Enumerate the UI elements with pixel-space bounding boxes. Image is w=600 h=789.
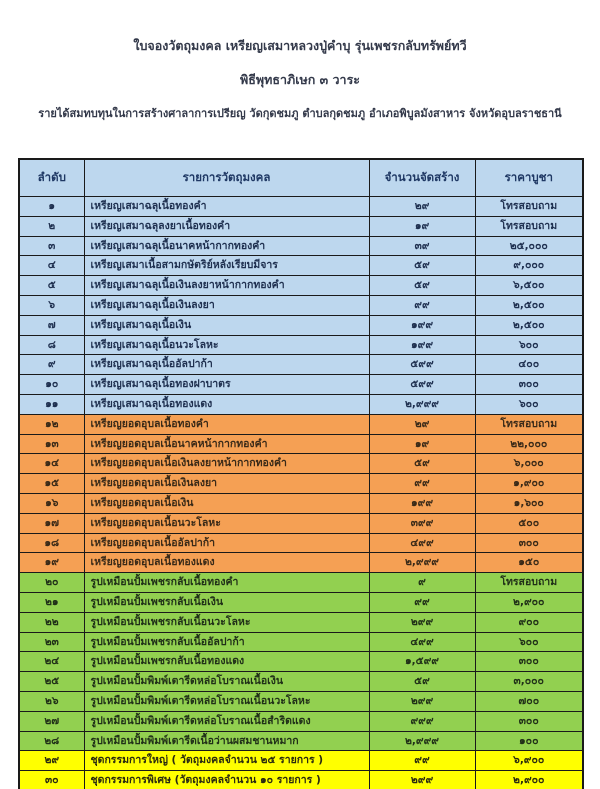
table-row: [19, 236, 583, 256]
cell-name: รูปเหมือนปั้มพิมพ์เตารีดหล่อโบราณเนื้อสำริดแดง: [84, 711, 369, 731]
cell-name: เหรียญยอดอุบลเนื้อนวะโลหะ: [84, 513, 369, 533]
cell-name: ชุดกรรมการใหญ่ ( วัตถุมงคลจำนวน ๒๕ รายการ ): [84, 751, 369, 771]
table-row: [19, 474, 583, 494]
cell-price: ๖,๐๐๐: [475, 454, 583, 474]
ceremony-subtitle: พิธีพุทธาภิเษก ๓ วาระ: [239, 72, 361, 87]
cell-no: ๒๓: [19, 632, 84, 652]
cell-no: ๖: [19, 295, 84, 315]
cell-no: ๒๑: [19, 592, 84, 612]
cell-price: ๖๐๐: [475, 394, 583, 414]
cell-name: รูปเหมือนปั้มเพชรกลับเนื้อทองแดง: [84, 652, 369, 672]
cell-price: ๒,๕๐๐: [475, 295, 583, 315]
cell-name: เหรียญเสมาฉลุเนื้อทองคำ: [84, 197, 369, 217]
cell-qty: ๙: [369, 573, 475, 593]
cell-qty: ๙๙: [369, 592, 475, 612]
table-row: [19, 691, 583, 711]
cell-price: โทรสอบถาม: [475, 197, 583, 217]
cell-price: ๗๐๐: [475, 691, 583, 711]
cell-name: เหรียญเสมาฉลุเนื้อเงินลงยา: [84, 295, 369, 315]
cell-qty: ๑๙๙: [369, 335, 475, 355]
cell-name: เหรียญเสมาฉลุเนื้ออัลปาก้า: [84, 355, 369, 375]
table-header: [19, 159, 583, 197]
cell-name: เหรียญเสมาฉลุเนื้อเงินลงยาหน้ากากทองคำ: [84, 276, 369, 296]
cell-no: ๑: [19, 197, 84, 217]
cell-qty: ๙๙๙: [369, 711, 475, 731]
cell-name: เหรียญยอดอุบลเนื้อเงินลงยา: [84, 474, 369, 494]
table-row: [19, 652, 583, 672]
cell-no: ๑๑: [19, 394, 84, 414]
cell-name: เหรียญยอดอุบลเนื้อทองแดง: [84, 553, 369, 573]
cell-name: เหรียญยอดอุบลเนื้อเงินลงยาหน้ากากทองคำ: [84, 454, 369, 474]
table-row: [19, 375, 583, 395]
cell-price: ๒,๕๐๐: [475, 315, 583, 335]
cell-no: ๒๖: [19, 691, 84, 711]
cell-no: ๗: [19, 315, 84, 335]
column-header-item: รายการวัตถุมงคล: [84, 159, 369, 197]
cell-name: รูปเหมือนปั้มพิมพ์เตารีดเนื้อว่านผสมชานหมาก: [84, 731, 369, 751]
cell-no: ๓๐: [19, 771, 84, 789]
cell-qty: ๒,๙๙๙: [369, 394, 475, 414]
cell-qty: ๒,๙๙๙: [369, 731, 475, 751]
table-row: [19, 216, 583, 236]
cell-qty: ๒๙: [369, 414, 475, 434]
cell-name: ชุดกรรมการพิเศษ (วัตถุมงคลจำนวน ๑๐ รายการ ): [84, 771, 369, 789]
table-row: [19, 394, 583, 414]
table-header-row: [19, 159, 583, 197]
cell-qty: ๙๙: [369, 751, 475, 771]
cell-no: ๑๘: [19, 533, 84, 553]
cell-qty: ๒๙๙: [369, 612, 475, 632]
cell-name: เหรียญยอดอุบลเนื้อนาคหน้ากากทองคำ: [84, 434, 369, 454]
table-row: [19, 573, 583, 593]
cell-price: ๓๐๐: [475, 711, 583, 731]
cell-qty: ๒๙๙: [369, 771, 475, 789]
table-row: [19, 553, 583, 573]
cell-name: เหรียญเสมาฉลุลงยาเนื้อทองคำ: [84, 216, 369, 236]
cell-qty: ๓๙๙: [369, 513, 475, 533]
cell-price: ๒๕,๐๐๐: [475, 236, 583, 256]
table-row: [19, 315, 583, 335]
cell-qty: ๔๙๙: [369, 533, 475, 553]
cell-qty: ๙๙: [369, 295, 475, 315]
document-title: ใบจองวัตถุมงคล เหรียญเสมาหลวงปู่คำบุ รุ่นเพชรกลับทรัพย์ทวี: [133, 38, 467, 53]
cell-price: ๒๒,๐๐๐: [475, 434, 583, 454]
cell-no: ๒๐: [19, 573, 84, 593]
cell-name: เหรียญเสมาฉลุเนื้อทองแดง: [84, 394, 369, 414]
table-row: [19, 355, 583, 375]
cell-name: เหรียญเสมาฉลุเนื้อเงิน: [84, 315, 369, 335]
cell-no: ๘: [19, 335, 84, 355]
cell-price: ๑,๙๐๐: [475, 474, 583, 494]
cell-price: โทรสอบถาม: [475, 573, 583, 593]
table-row: [19, 632, 583, 652]
cell-no: ๔: [19, 256, 84, 276]
cell-no: ๒: [19, 216, 84, 236]
table-row: [19, 295, 583, 315]
cell-price: ๓๐๐: [475, 652, 583, 672]
cell-price: ๕๐๐: [475, 513, 583, 533]
cell-name: รูปเหมือนปั้มพิมพ์เตารีดหล่อโบราณเนื้อนวะโลหะ: [84, 691, 369, 711]
table-row: [19, 493, 583, 513]
table-row: [19, 434, 583, 454]
cell-qty: ๑,๕๙๙: [369, 652, 475, 672]
cell-no: ๒๘: [19, 731, 84, 751]
table-row: [19, 197, 583, 217]
cell-name: เหรียญยอดอุบลเนื้อทองคำ: [84, 414, 369, 434]
cell-qty: ๕๙๙: [369, 355, 475, 375]
cell-qty: ๑๙: [369, 216, 475, 236]
cell-qty: ๔๙๙: [369, 632, 475, 652]
cell-no: ๒๔: [19, 652, 84, 672]
cell-name: รูปเหมือนปั้มเพชรกลับเนื้อเงิน: [84, 592, 369, 612]
table-row: [19, 771, 583, 789]
cell-qty: ๕๙: [369, 256, 475, 276]
cell-no: ๑๖: [19, 493, 84, 513]
cell-qty: ๕๙๙: [369, 375, 475, 395]
cell-name: เหรียญเสมาฉลุเนื้อทองฝาบาตร: [84, 375, 369, 395]
cell-name: รูปเหมือนปั้มพิมพ์เตารีดหล่อโบราณเนื้อเงิน: [84, 672, 369, 692]
cell-qty: ๓๙: [369, 236, 475, 256]
cell-price: ๒,๙๐๐: [475, 592, 583, 612]
cell-no: ๒๕: [19, 672, 84, 692]
cell-no: ๑๙: [19, 553, 84, 573]
table-row: [19, 513, 583, 533]
table-row: [19, 711, 583, 731]
cell-qty: ๕๙: [369, 454, 475, 474]
cell-qty: ๑๙๙: [369, 315, 475, 335]
cell-price: ๖๐๐: [475, 335, 583, 355]
table-row: [19, 731, 583, 751]
cell-price: ๓๐๐: [475, 533, 583, 553]
cell-price: โทรสอบถาม: [475, 216, 583, 236]
column-header-price: ราคาบูชา: [475, 159, 583, 197]
cell-qty: ๕๙: [369, 276, 475, 296]
cell-price: ๖๐๐: [475, 632, 583, 652]
cell-price: ๑๕๐: [475, 553, 583, 573]
cell-price: ๓๐๐: [475, 375, 583, 395]
cell-name: เหรียญยอดอุบลเนื้อเงิน: [84, 493, 369, 513]
cell-no: ๑๗: [19, 513, 84, 533]
cell-no: ๑๕: [19, 474, 84, 494]
column-header-order: ลำดับ: [19, 159, 84, 197]
cell-qty: ๑๙: [369, 434, 475, 454]
cell-price: ๑๐๐: [475, 731, 583, 751]
cell-price: โทรสอบถาม: [475, 414, 583, 434]
table-body: [19, 197, 583, 789]
cell-no: ๑๐: [19, 375, 84, 395]
table-row: [19, 454, 583, 474]
cell-name: รูปเหมือนปั้มเพชรกลับเนื้อทองคำ: [84, 573, 369, 593]
table-row: [19, 533, 583, 553]
cell-no: ๑๒: [19, 414, 84, 434]
table-row: [19, 256, 583, 276]
table-row: [19, 672, 583, 692]
cell-qty: ๒๙: [369, 197, 475, 217]
cell-qty: ๒๙๙: [369, 691, 475, 711]
table-row: [19, 414, 583, 434]
cell-qty: ๑๙๙: [369, 493, 475, 513]
table-row: [19, 276, 583, 296]
table-row: [19, 612, 583, 632]
cell-price: ๔๐๐: [475, 355, 583, 375]
cell-price: ๓,๐๐๐: [475, 672, 583, 692]
cell-name: เหรียญเสมาเนื้อสามกษัตริย์หลังเรียบมีจาร: [84, 256, 369, 276]
cell-price: ๒,๙๐๐: [475, 771, 583, 789]
cell-name: เหรียญเสมาฉลุเนื้อนวะโลหะ: [84, 335, 369, 355]
column-header-quantity: จำนวนจัดสร้าง: [369, 159, 475, 197]
cell-no: ๓: [19, 236, 84, 256]
cell-no: ๑๔: [19, 454, 84, 474]
cell-no: ๒๗: [19, 711, 84, 731]
cell-qty: ๙๙: [369, 474, 475, 494]
table-row: [19, 592, 583, 612]
cell-qty: ๕๙: [369, 672, 475, 692]
cell-no: ๒๙: [19, 751, 84, 771]
cell-name: รูปเหมือนปั้มเพชรกลับเนื้ออัลปาก้า: [84, 632, 369, 652]
amulet-price-table: [18, 158, 584, 789]
cell-no: ๙: [19, 355, 84, 375]
cell-name: เหรียญยอดอุบลเนื้ออัลปาก้า: [84, 533, 369, 553]
cell-name: รูปเหมือนปั้มเพชรกลับเนื้อนวะโลหะ: [84, 612, 369, 632]
table-row: [19, 335, 583, 355]
cell-name: เหรียญเสมาฉลุเนื้อนาคหน้ากากทองคำ: [84, 236, 369, 256]
cell-no: ๑๓: [19, 434, 84, 454]
cell-qty: ๒,๙๙๙: [369, 553, 475, 573]
cell-no: ๕: [19, 276, 84, 296]
cell-price: ๖,๙๐๐: [475, 751, 583, 771]
cell-no: ๒๒: [19, 612, 84, 632]
cell-price: ๙,๐๐๐: [475, 256, 583, 276]
cell-price: ๑,๖๐๐: [475, 493, 583, 513]
proceeds-subtitle: รายได้สมทบทุนในการสร้างศาลาการเปรียญ วัดกุดชมภู ตำบลกุดชมภู อำเภอพิบูลมังสาหาร จังหวัดอุบลราชธานี: [38, 107, 562, 120]
cell-price: ๖,๕๐๐: [475, 276, 583, 296]
table-row: [19, 751, 583, 771]
cell-price: ๙๐๐: [475, 612, 583, 632]
